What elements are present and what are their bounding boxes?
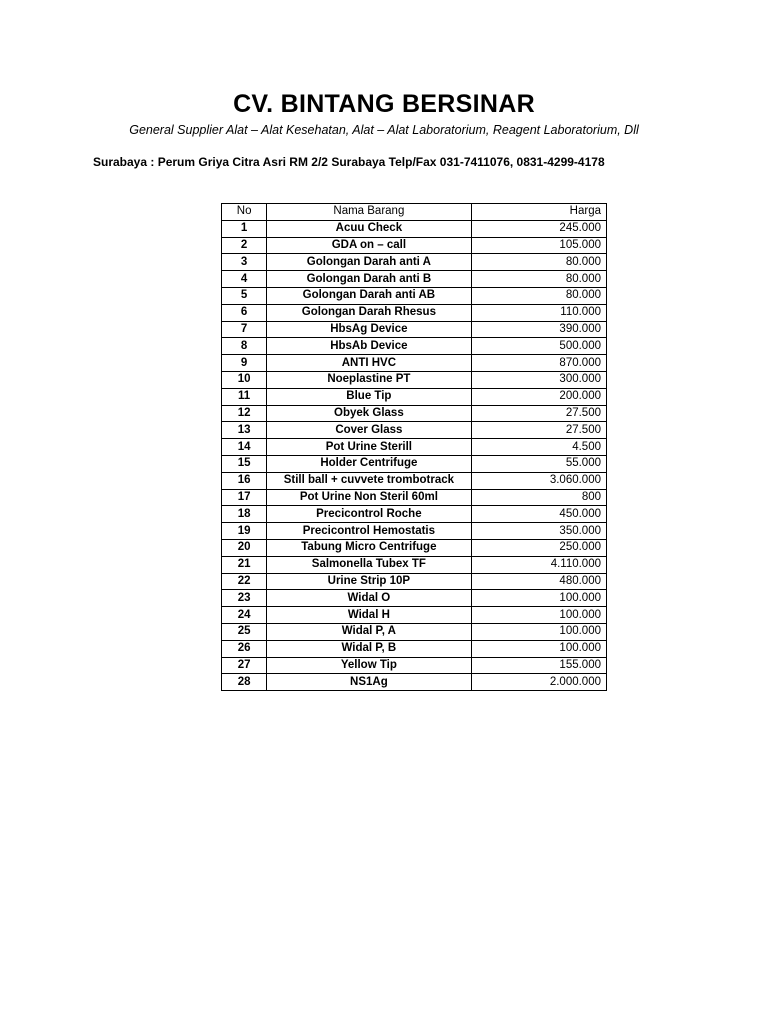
table-body <box>222 220 607 690</box>
row-number: 24 <box>222 607 267 624</box>
item-price: 390.000 <box>471 321 607 338</box>
item-price: 100.000 <box>471 640 607 657</box>
item-name: GDA on – call <box>267 237 471 254</box>
table-row <box>222 371 607 388</box>
table-row <box>222 640 607 657</box>
item-name: Precicontrol Hemostatis <box>267 523 471 540</box>
column-header-item-name: Nama Barang <box>267 204 471 221</box>
table-row <box>222 523 607 540</box>
table-row <box>222 539 607 556</box>
table-row <box>222 590 607 607</box>
row-number: 3 <box>222 254 267 271</box>
row-number: 7 <box>222 321 267 338</box>
item-name: Yellow Tip <box>267 657 471 674</box>
row-number: 25 <box>222 623 267 640</box>
row-number: 16 <box>222 472 267 489</box>
item-price: 3.060.000 <box>471 472 607 489</box>
item-price: 27.500 <box>471 422 607 439</box>
item-price: 155.000 <box>471 657 607 674</box>
table-row <box>222 321 607 338</box>
table-row <box>222 455 607 472</box>
company-name: CV. BINTANG BERSINAR <box>233 90 535 118</box>
item-price: 500.000 <box>471 338 607 355</box>
table-row <box>222 388 607 405</box>
item-price: 2.000.000 <box>471 674 607 691</box>
item-name: ANTI HVC <box>267 355 471 372</box>
row-number: 4 <box>222 271 267 288</box>
company-address: Surabaya : Perum Griya Citra Asri RM 2/2 Surabaya Telp/Fax 031-7411076, 0831-4299-4178 <box>93 155 605 169</box>
table-row <box>222 556 607 573</box>
row-number: 21 <box>222 556 267 573</box>
row-number: 1 <box>222 220 267 237</box>
row-number: 18 <box>222 506 267 523</box>
item-name: Golongan Darah anti AB <box>267 287 471 304</box>
table-row <box>222 287 607 304</box>
item-name: Acuu Check <box>267 220 471 237</box>
item-name: Tabung Micro Centrifuge <box>267 539 471 556</box>
row-number: 27 <box>222 657 267 674</box>
column-header-no: No <box>222 204 267 221</box>
table-row <box>222 254 607 271</box>
row-number: 17 <box>222 489 267 506</box>
item-price: 250.000 <box>471 539 607 556</box>
item-name: Urine Strip 10P <box>267 573 471 590</box>
item-price: 27.500 <box>471 405 607 422</box>
item-price: 4.500 <box>471 439 607 456</box>
item-price: 4.110.000 <box>471 556 607 573</box>
table-row <box>222 220 607 237</box>
item-name: Golongan Darah anti A <box>267 254 471 271</box>
item-name: Widal H <box>267 607 471 624</box>
company-tagline: General Supplier Alat – Alat Kesehatan, Alat – Alat Laboratorium, Reagent Laboratorium, Dll <box>129 123 639 137</box>
table-row <box>222 674 607 691</box>
item-price: 100.000 <box>471 607 607 624</box>
item-price: 80.000 <box>471 287 607 304</box>
item-name: Golongan Darah Rhesus <box>267 304 471 321</box>
item-name: Widal P, A <box>267 623 471 640</box>
row-number: 15 <box>222 455 267 472</box>
item-price: 80.000 <box>471 254 607 271</box>
row-number: 13 <box>222 422 267 439</box>
table-row <box>222 237 607 254</box>
table-row <box>222 472 607 489</box>
table-row <box>222 355 607 372</box>
row-number: 11 <box>222 388 267 405</box>
item-name: HbsAg Device <box>267 321 471 338</box>
row-number: 6 <box>222 304 267 321</box>
row-number: 26 <box>222 640 267 657</box>
row-number: 10 <box>222 371 267 388</box>
item-price: 80.000 <box>471 271 607 288</box>
item-price: 105.000 <box>471 237 607 254</box>
item-price: 55.000 <box>471 455 607 472</box>
item-name: Still ball + cuvvete trombotrack <box>267 472 471 489</box>
item-name: HbsAb Device <box>267 338 471 355</box>
table-row <box>222 623 607 640</box>
table-row <box>222 657 607 674</box>
item-name: Pot Urine Non Steril 60ml <box>267 489 471 506</box>
item-price: 480.000 <box>471 573 607 590</box>
item-name: Obyek Glass <box>267 405 471 422</box>
item-name: Salmonella Tubex TF <box>267 556 471 573</box>
table-row <box>222 422 607 439</box>
table-row <box>222 607 607 624</box>
table-header <box>222 204 607 221</box>
item-price: 870.000 <box>471 355 607 372</box>
table-row <box>222 506 607 523</box>
row-number: 12 <box>222 405 267 422</box>
item-name: Widal P, B <box>267 640 471 657</box>
table-header-row <box>222 204 607 221</box>
item-name: Cover Glass <box>267 422 471 439</box>
row-number: 8 <box>222 338 267 355</box>
item-price: 245.000 <box>471 220 607 237</box>
table-row <box>222 405 607 422</box>
item-price: 100.000 <box>471 623 607 640</box>
item-price: 450.000 <box>471 506 607 523</box>
item-name: Golongan Darah anti B <box>267 271 471 288</box>
table-row <box>222 304 607 321</box>
row-number: 28 <box>222 674 267 691</box>
table-row <box>222 338 607 355</box>
table-row <box>222 439 607 456</box>
item-name: Holder Centrifuge <box>267 455 471 472</box>
table-row <box>222 271 607 288</box>
row-number: 20 <box>222 539 267 556</box>
item-price: 110.000 <box>471 304 607 321</box>
row-number: 14 <box>222 439 267 456</box>
item-price: 200.000 <box>471 388 607 405</box>
row-number: 22 <box>222 573 267 590</box>
row-number: 19 <box>222 523 267 540</box>
item-name: Widal O <box>267 590 471 607</box>
item-name: Noeplastine PT <box>267 371 471 388</box>
row-number: 9 <box>222 355 267 372</box>
row-number: 5 <box>222 287 267 304</box>
item-price: 350.000 <box>471 523 607 540</box>
column-header-price: Harga <box>471 204 607 221</box>
item-name: NS1Ag <box>267 674 471 691</box>
row-number: 23 <box>222 590 267 607</box>
table-row <box>222 573 607 590</box>
item-name: Blue Tip <box>267 388 471 405</box>
price-list-table <box>221 203 607 691</box>
item-price: 300.000 <box>471 371 607 388</box>
item-price: 800 <box>471 489 607 506</box>
item-price: 100.000 <box>471 590 607 607</box>
row-number: 2 <box>222 237 267 254</box>
table-row <box>222 489 607 506</box>
item-name: Precicontrol Roche <box>267 506 471 523</box>
item-name: Pot Urine Sterill <box>267 439 471 456</box>
